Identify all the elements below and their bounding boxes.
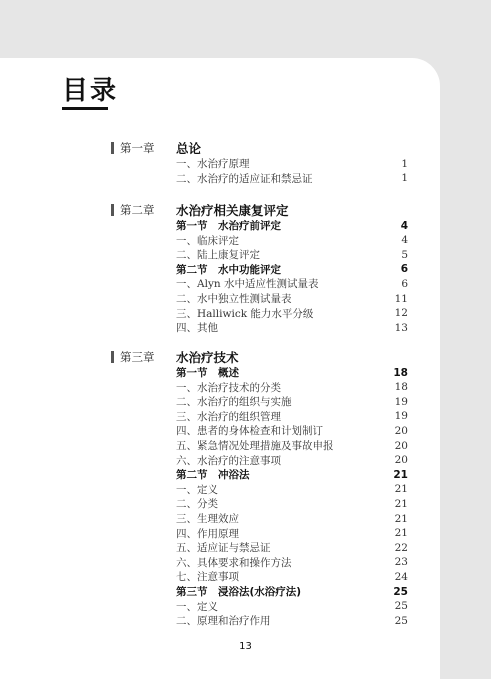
entry-title: 三、Halliwick 能力水平分级 [176, 307, 314, 320]
entry-page-number: 4 [400, 219, 408, 232]
toc-entry-row[interactable] [176, 496, 408, 511]
entry-title: 三、水治疗的组织管理 [176, 410, 281, 423]
toc-entry-row[interactable] [176, 291, 408, 306]
entry-page-number: 1 [401, 157, 408, 170]
toc-entry-row[interactable] [176, 482, 408, 497]
entry-page-number: 12 [394, 307, 408, 320]
entry-page-number: 19 [394, 395, 408, 408]
entry-title: 二、分类 [176, 498, 218, 511]
entry-page-number: 5 [401, 248, 408, 261]
toc-entry-row[interactable] [176, 409, 408, 424]
entry-page-number: 13 [394, 321, 408, 334]
entry-page-number: 6 [400, 263, 408, 276]
entry-title: 五、紧急情况处理措施及事故申报 [176, 440, 334, 452]
entry-page-number: 11 [394, 292, 408, 305]
entry-title: 六、水治疗的注意事项 [176, 454, 281, 467]
entry-title: 四、作用原理 [176, 527, 239, 540]
toc-entry-row[interactable] [176, 438, 408, 453]
entry-page-number: 23 [394, 556, 408, 569]
entry-page-number: 20 [394, 454, 408, 467]
chapter-label [111, 140, 155, 156]
chapter-marker-bar [111, 351, 114, 363]
toc-entry-row[interactable] [176, 599, 408, 614]
toc-section-row[interactable] [176, 467, 408, 482]
entry-title: 二、水治疗的适应证和禁忌证 [176, 172, 313, 185]
entry-title: 二、水中独立性测试量表 [176, 293, 292, 305]
toc-entry-row[interactable] [176, 233, 408, 248]
entry-page-number: 18 [393, 366, 408, 379]
entry-title: 第二节 水中功能评定 [176, 263, 281, 276]
chapter-marker-bar [111, 142, 114, 154]
chapter-title[interactable]: 水治疗相关康复评定 [176, 203, 289, 218]
toc-title: 目录 [62, 76, 119, 106]
entry-page-number: 20 [394, 424, 408, 437]
page-number: 13 [239, 641, 252, 652]
entry-title: 六、具体要求和操作方法 [176, 556, 292, 569]
toc-section-row[interactable] [176, 365, 408, 380]
entry-title: 一、定义 [176, 600, 218, 613]
entry-title: 一、临床评定 [176, 234, 239, 247]
toc-entry-row[interactable] [176, 526, 408, 541]
entry-page-number: 1 [401, 172, 408, 185]
toc-entry-row[interactable] [176, 453, 408, 468]
toc-section-row[interactable] [176, 584, 408, 599]
entry-page-number: 19 [394, 410, 408, 423]
entry-title: 第一节 水治疗前评定 [176, 220, 281, 232]
chapter-title[interactable]: 水治疗技术 [176, 350, 239, 365]
entry-title: 四、患者的身体检查和计划制订 [176, 425, 323, 438]
chapter-title[interactable]: 总论 [176, 141, 202, 156]
entry-title: 二、水治疗的组织与实施 [176, 396, 292, 409]
chapter-number: 第二章 [120, 203, 155, 217]
toc-entry-row[interactable] [176, 394, 408, 409]
entry-page-number: 22 [394, 541, 408, 554]
entry-title: 一、水治疗原理 [176, 158, 250, 170]
toc-entry-row[interactable] [176, 613, 408, 628]
toc-entry-row[interactable] [176, 540, 408, 555]
chapter-marker-bar [111, 204, 114, 216]
entry-page-number: 21 [394, 497, 408, 510]
entry-title: 第三节 浸浴法(水浴疗法) [176, 586, 302, 598]
entry-title: 三、生理效应 [176, 513, 239, 525]
toc-entry-row[interactable] [176, 306, 408, 321]
toc-entry-row[interactable] [176, 380, 408, 395]
toc-entry-row[interactable] [176, 511, 408, 526]
toc-section-row[interactable] [176, 218, 408, 233]
entry-page-number: 4 [401, 234, 408, 247]
toc-entry-row[interactable] [176, 423, 408, 438]
toc-entry-row[interactable] [176, 320, 408, 335]
entry-title: 二、原理和治疗作用 [176, 615, 271, 628]
entry-title: 第一节 概述 [176, 367, 239, 379]
entry-page-number: 18 [394, 381, 408, 394]
entry-title: 一、Alyn 水中适应性测试量表 [176, 278, 319, 291]
entry-page-number: 25 [393, 585, 408, 598]
entry-page-number: 21 [394, 483, 408, 496]
toc-section-row[interactable] [176, 262, 408, 277]
chapter-number: 第三章 [120, 350, 155, 364]
entry-page-number: 21 [394, 527, 408, 540]
toc-entry-row[interactable] [176, 247, 408, 262]
toc-entry-row[interactable] [176, 276, 408, 291]
toc-entry-row[interactable] [176, 156, 408, 171]
entry-page-number: 6 [401, 277, 408, 290]
chapter-label [111, 349, 155, 365]
entry-title: 二、陆上康复评定 [176, 249, 260, 262]
entry-page-number: 21 [394, 512, 408, 525]
toc-entry-row[interactable] [176, 171, 408, 186]
title-underline [62, 107, 108, 110]
entry-title: 四、其他 [176, 322, 218, 335]
chapter-number: 第一章 [120, 141, 155, 155]
entry-page-number: 20 [394, 439, 408, 452]
entry-page-number: 25 [394, 600, 408, 613]
chapter-label [111, 202, 155, 218]
entry-title: 五、适应证与禁忌证 [176, 542, 271, 555]
toc-entry-row[interactable] [176, 569, 408, 584]
entry-title: 七、注意事项 [176, 571, 239, 584]
entry-title: 一、定义 [176, 483, 218, 496]
entry-page-number: 24 [394, 570, 408, 583]
toc-entry-row[interactable] [176, 555, 408, 570]
entry-title: 一、水治疗技术的分类 [176, 381, 281, 394]
entry-page-number: 21 [393, 468, 408, 481]
entry-title: 第二节 冲浴法 [176, 469, 250, 482]
entry-page-number: 25 [394, 614, 408, 627]
